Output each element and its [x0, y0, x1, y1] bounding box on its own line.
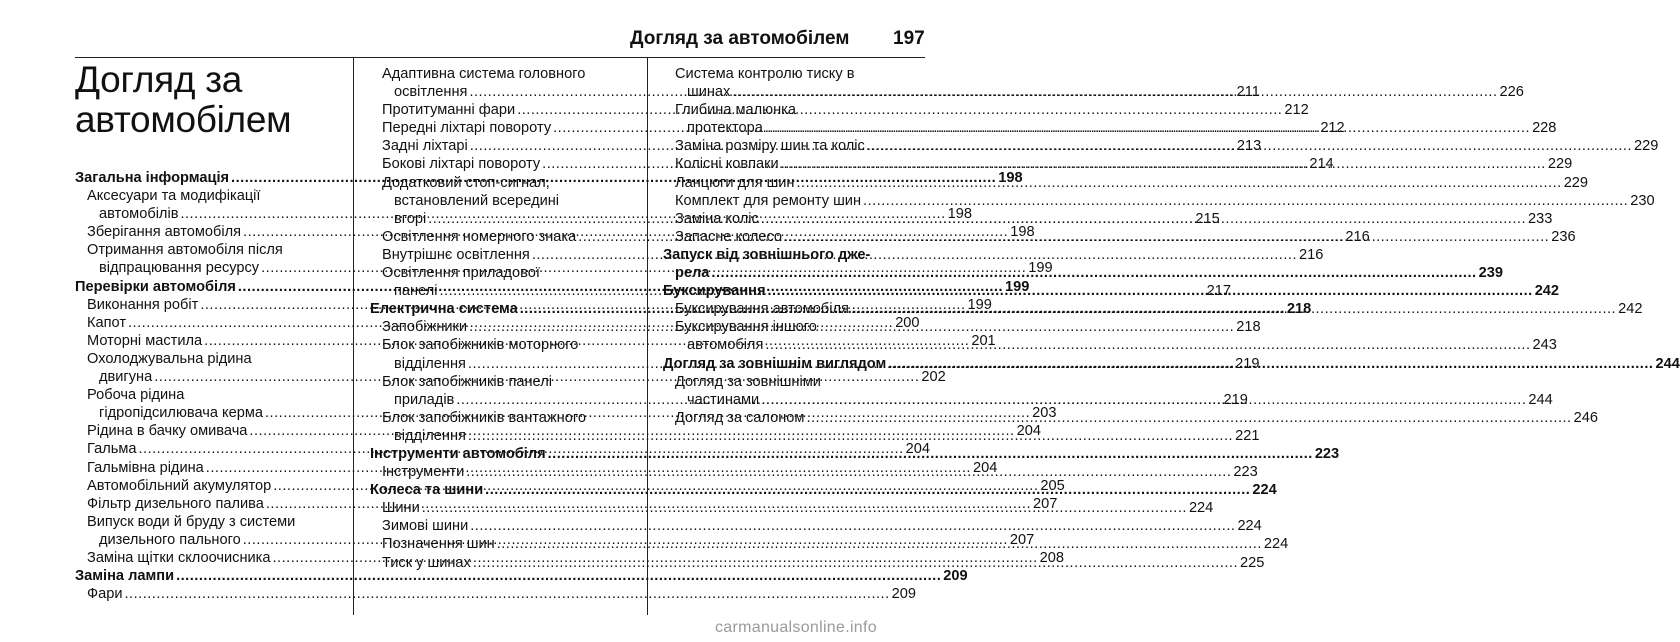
toc-entry-title: Фари — [87, 586, 123, 603]
dot-leader — [784, 228, 1549, 246]
toc-entry-title: Моторні мастила — [87, 332, 203, 349]
toc-page-number: 217 — [1206, 283, 1232, 300]
toc-entry-title: Аксесуари та модифікації — [87, 188, 261, 205]
toc-entry-title: Система контролю тиску в — [675, 66, 855, 82]
dot-leader — [497, 535, 1262, 553]
toc-entry-title: Позначення шин — [382, 536, 495, 553]
toc-page-number: 219 — [1235, 355, 1260, 372]
toc-page-number: 218 — [1286, 301, 1312, 318]
toc-page-number: 239 — [1478, 265, 1503, 282]
toc-page-number: 224 — [1263, 536, 1289, 553]
toc-page-number: 223 — [1233, 464, 1258, 481]
toc-entry-line — [87, 585, 917, 603]
toc-entry-title: Інструменти автомобіля — [370, 445, 546, 462]
chapter-title — [75, 60, 337, 140]
dot-leader — [765, 337, 1530, 353]
toc-entry-title: Зберігання автомобіля — [87, 224, 242, 241]
toc-entry-title: освітлення — [394, 84, 468, 101]
chapter-title-line-1: Догляд за — [75, 59, 243, 100]
dot-leader — [867, 137, 1632, 155]
toc-entry-title: встановлений всередині — [394, 192, 560, 209]
toc-page-number: 204 — [972, 459, 998, 476]
toc-entry-title: Глибина малюнка — [675, 102, 796, 119]
chapter-title-line-2: автомобілем — [75, 99, 292, 140]
dot-leader — [485, 481, 1250, 499]
toc-page-number: 216 — [1299, 246, 1324, 263]
toc-page-number: 216 — [1345, 228, 1370, 245]
toc-entry-title: Зимові шини — [382, 518, 469, 535]
toc-page-number: 202 — [921, 369, 946, 386]
toc-page-number: 221 — [1235, 427, 1260, 444]
toc-entry-title: Протитуманні фари — [382, 102, 516, 119]
toc-entry-title: двигуна — [99, 369, 153, 386]
toc-entry-title: Виконання робіт — [87, 296, 199, 313]
toc-entry-title: частинами — [687, 391, 760, 408]
dot-leader — [768, 282, 1533, 300]
toc-page-number: 198 — [947, 206, 972, 223]
toc-page-number: 199 — [1005, 278, 1030, 295]
toc-entry-title: Додатковий стоп-сигнал, — [382, 174, 550, 191]
toc-page-number: 209 — [943, 568, 968, 585]
toc-page-number: 233 — [1528, 210, 1553, 227]
toc-entry-title: Освітлення номерного знака — [382, 228, 577, 245]
toc-page-number: 218 — [1236, 319, 1261, 336]
toc-page-number: 207 — [1009, 531, 1035, 548]
dot-leader — [851, 300, 1616, 318]
toc-entry-title: гідропідсилювача керма — [99, 405, 263, 422]
toc-page-number: 199 — [1028, 260, 1053, 277]
toc-page-number: 212 — [1284, 102, 1309, 119]
toc-entry-title: Задні ліхтарі — [382, 138, 468, 155]
toc-page-number: 246 — [1573, 409, 1598, 426]
toc-page-number: 211 — [1236, 84, 1260, 101]
dot-leader — [888, 355, 1653, 373]
toc-entry-title: Рідина в бачку омивача — [87, 423, 248, 440]
toc-entry-title: автомобілів — [99, 206, 179, 223]
toc-page-number: 205 — [1040, 477, 1065, 494]
toc-entry-title: Освітлення приладової — [382, 265, 540, 282]
toc-entry-title: Отримання автомобіля після — [87, 242, 283, 259]
toc-page-number: 242 — [1534, 283, 1560, 300]
toc-page-number: 203 — [1032, 405, 1057, 422]
toc-entry-title: Перевірки автомобіля — [75, 278, 236, 295]
toc-entry-title: Загальна інформація — [75, 170, 230, 186]
toc-page-number: 223 — [1314, 445, 1340, 462]
toc-entry-line — [75, 567, 968, 585]
toc-entry-title: відпрацювання ресурсу — [99, 260, 260, 277]
dot-leader — [466, 463, 1231, 481]
toc-page-number: 200 — [895, 314, 920, 331]
toc-page-number: 229 — [1563, 174, 1589, 191]
toc-page-number: 213 — [1236, 138, 1262, 155]
toc-page-number: 204 — [1016, 423, 1041, 440]
toc-entry-title: панелі — [394, 283, 438, 300]
toc-page-number: 228 — [1532, 120, 1557, 137]
toc-entry-title: Бокові ліхтарі повороту — [382, 156, 541, 173]
toc-entry-title: Догляд за зовнішніми — [675, 373, 821, 390]
toc-entry-title: Тиск у шинах — [382, 554, 471, 571]
toc-entry-title: Капот — [87, 314, 126, 331]
toc-entry-title: рела — [675, 265, 710, 282]
dot-leader — [863, 192, 1628, 210]
running-header-title: Догляд за автомобілем — [630, 28, 850, 49]
toc-page-number: 236 — [1551, 228, 1576, 245]
toc-page-number: 215 — [1195, 210, 1220, 227]
toc-entry-title: Заміна лампи — [75, 568, 175, 585]
toc-entry-title: Автомобільний акумулятор — [87, 477, 272, 494]
dot-leader — [765, 120, 1530, 136]
page-number: 197 — [893, 28, 925, 49]
dot-leader — [473, 554, 1238, 572]
dot-leader — [422, 499, 1187, 517]
toc-entry-title: Догляд за салоном — [675, 409, 805, 426]
toc-page-number: 244 — [1655, 355, 1680, 372]
toc-entry-title: автомобіля — [687, 337, 764, 354]
toc-entry-title: Шини — [382, 500, 420, 517]
toc-entry-title: відділення — [394, 427, 466, 444]
toc-entry-title: Блок запобіжників моторного — [382, 337, 579, 354]
toc-page-number: 242 — [1618, 301, 1643, 318]
toc-entry-title: Адаптивна система головного — [382, 66, 586, 82]
toc-entry-title: дизельного пального — [99, 531, 241, 548]
toc-entry-title: Гальма — [87, 441, 137, 458]
toc-entry-title: Блок запобіжників вантажного — [382, 409, 586, 426]
toc-entry-title: Робоча рідина — [87, 387, 185, 404]
toc-entry-title: Інструменти — [382, 464, 465, 481]
toc-entry-title: Заміна розміру шин та коліс — [675, 138, 865, 155]
toc-page-number: 212 — [1320, 120, 1345, 137]
toc-entry-title: шинах — [687, 84, 731, 101]
toc-entry-title: Комплект для ремонту шин — [675, 192, 862, 209]
toc-page-number: 201 — [971, 332, 996, 349]
toc-entry[interactable] — [370, 517, 1262, 535]
toc-entry-title: Заміна щітки склоочисника — [87, 549, 271, 566]
toc-page-number: 244 — [1528, 391, 1553, 408]
toc-page-number: 209 — [891, 586, 917, 603]
dot-leader — [781, 155, 1546, 173]
toc-entry-title: Передні ліхтарі повороту — [382, 120, 552, 137]
toc-entry-title: Запасне колесо — [675, 228, 783, 245]
dot-leader — [124, 585, 889, 603]
toc-entry-title: відділення — [394, 355, 466, 372]
toc-page-number: 224 — [1252, 482, 1277, 499]
toc-page-number: 214 — [1309, 156, 1334, 173]
toc-page-number: 204 — [905, 441, 931, 458]
toc-entry-title: приладів — [394, 391, 455, 408]
toc-entry-title: Блок запобіжників панелі — [382, 373, 552, 390]
toc-entry-title: Охолоджувальна рідина — [87, 350, 252, 367]
toc-entry-title: Запобіжники — [382, 319, 468, 336]
toc-page-number: 229 — [1634, 138, 1659, 155]
dot-leader — [548, 445, 1313, 463]
watermark: carmanualsonline.info — [715, 619, 877, 636]
toc-entry-title: Колеса та шини — [370, 482, 484, 499]
toc-entry-title: Колісні ковпаки — [675, 156, 779, 173]
toc-entry-title: Буксирування автомобіля — [675, 301, 849, 318]
toc-entry-title: Буксирування іншого — [675, 319, 817, 336]
toc-entry-title: протектора — [687, 120, 763, 137]
dot-leader — [797, 174, 1562, 192]
toc-entry-title: Внутрішнє освітлення — [382, 246, 530, 263]
toc-entry-title: Випуск води й бруду з системи — [87, 513, 296, 530]
toc-entry-title: Заміна коліс — [675, 210, 759, 227]
toc-entry-title: Гальмівна рідина — [87, 459, 204, 476]
toc-entry-title: Буксирування — [663, 283, 766, 300]
toc-entry[interactable] — [75, 585, 917, 603]
toc-page-number: 225 — [1240, 554, 1265, 571]
toc-page-number: 229 — [1547, 156, 1573, 173]
toc-page-number: 224 — [1188, 500, 1214, 517]
toc-entry-title: Фільтр дизельного палива — [87, 495, 264, 512]
toc-entry-title: Запуск від зовнішнього дже- — [663, 246, 871, 263]
toc-page-number: 224 — [1237, 518, 1262, 535]
toc-entry-line — [382, 517, 1262, 535]
toc-page-number: 243 — [1532, 337, 1557, 354]
toc-page-number: 208 — [1039, 549, 1065, 566]
dot-leader — [761, 210, 1526, 228]
header-rule — [75, 57, 925, 58]
toc-page-number: 198 — [998, 170, 1023, 186]
toc-section-entry[interactable] — [75, 567, 968, 585]
toc-page-number: 219 — [1223, 391, 1248, 408]
toc-entry-line — [675, 192, 1655, 210]
dot-leader — [470, 517, 1235, 535]
dot-leader — [711, 265, 1476, 281]
toc-entry[interactable] — [663, 192, 1655, 210]
toc-page-number: 226 — [1499, 84, 1524, 101]
dot-leader — [732, 84, 1497, 100]
toc-entry-title: Догляд за зовнішнім виглядом — [663, 355, 887, 372]
toc-page-number: 230 — [1630, 192, 1655, 209]
dot-leader — [761, 392, 1526, 408]
page-header — [0, 0, 960, 56]
toc-page-number: 198 — [1010, 224, 1035, 241]
toc-page-number: 199 — [967, 296, 992, 313]
dot-leader — [806, 409, 1571, 427]
toc-entry-title: вгорі — [394, 210, 427, 227]
dot-leader — [468, 428, 1233, 444]
toc-page-number: 207 — [1033, 495, 1058, 512]
toc-entry-title: Електрична система — [370, 301, 518, 318]
toc-entry-title: Ланцюги для шин — [675, 174, 795, 191]
